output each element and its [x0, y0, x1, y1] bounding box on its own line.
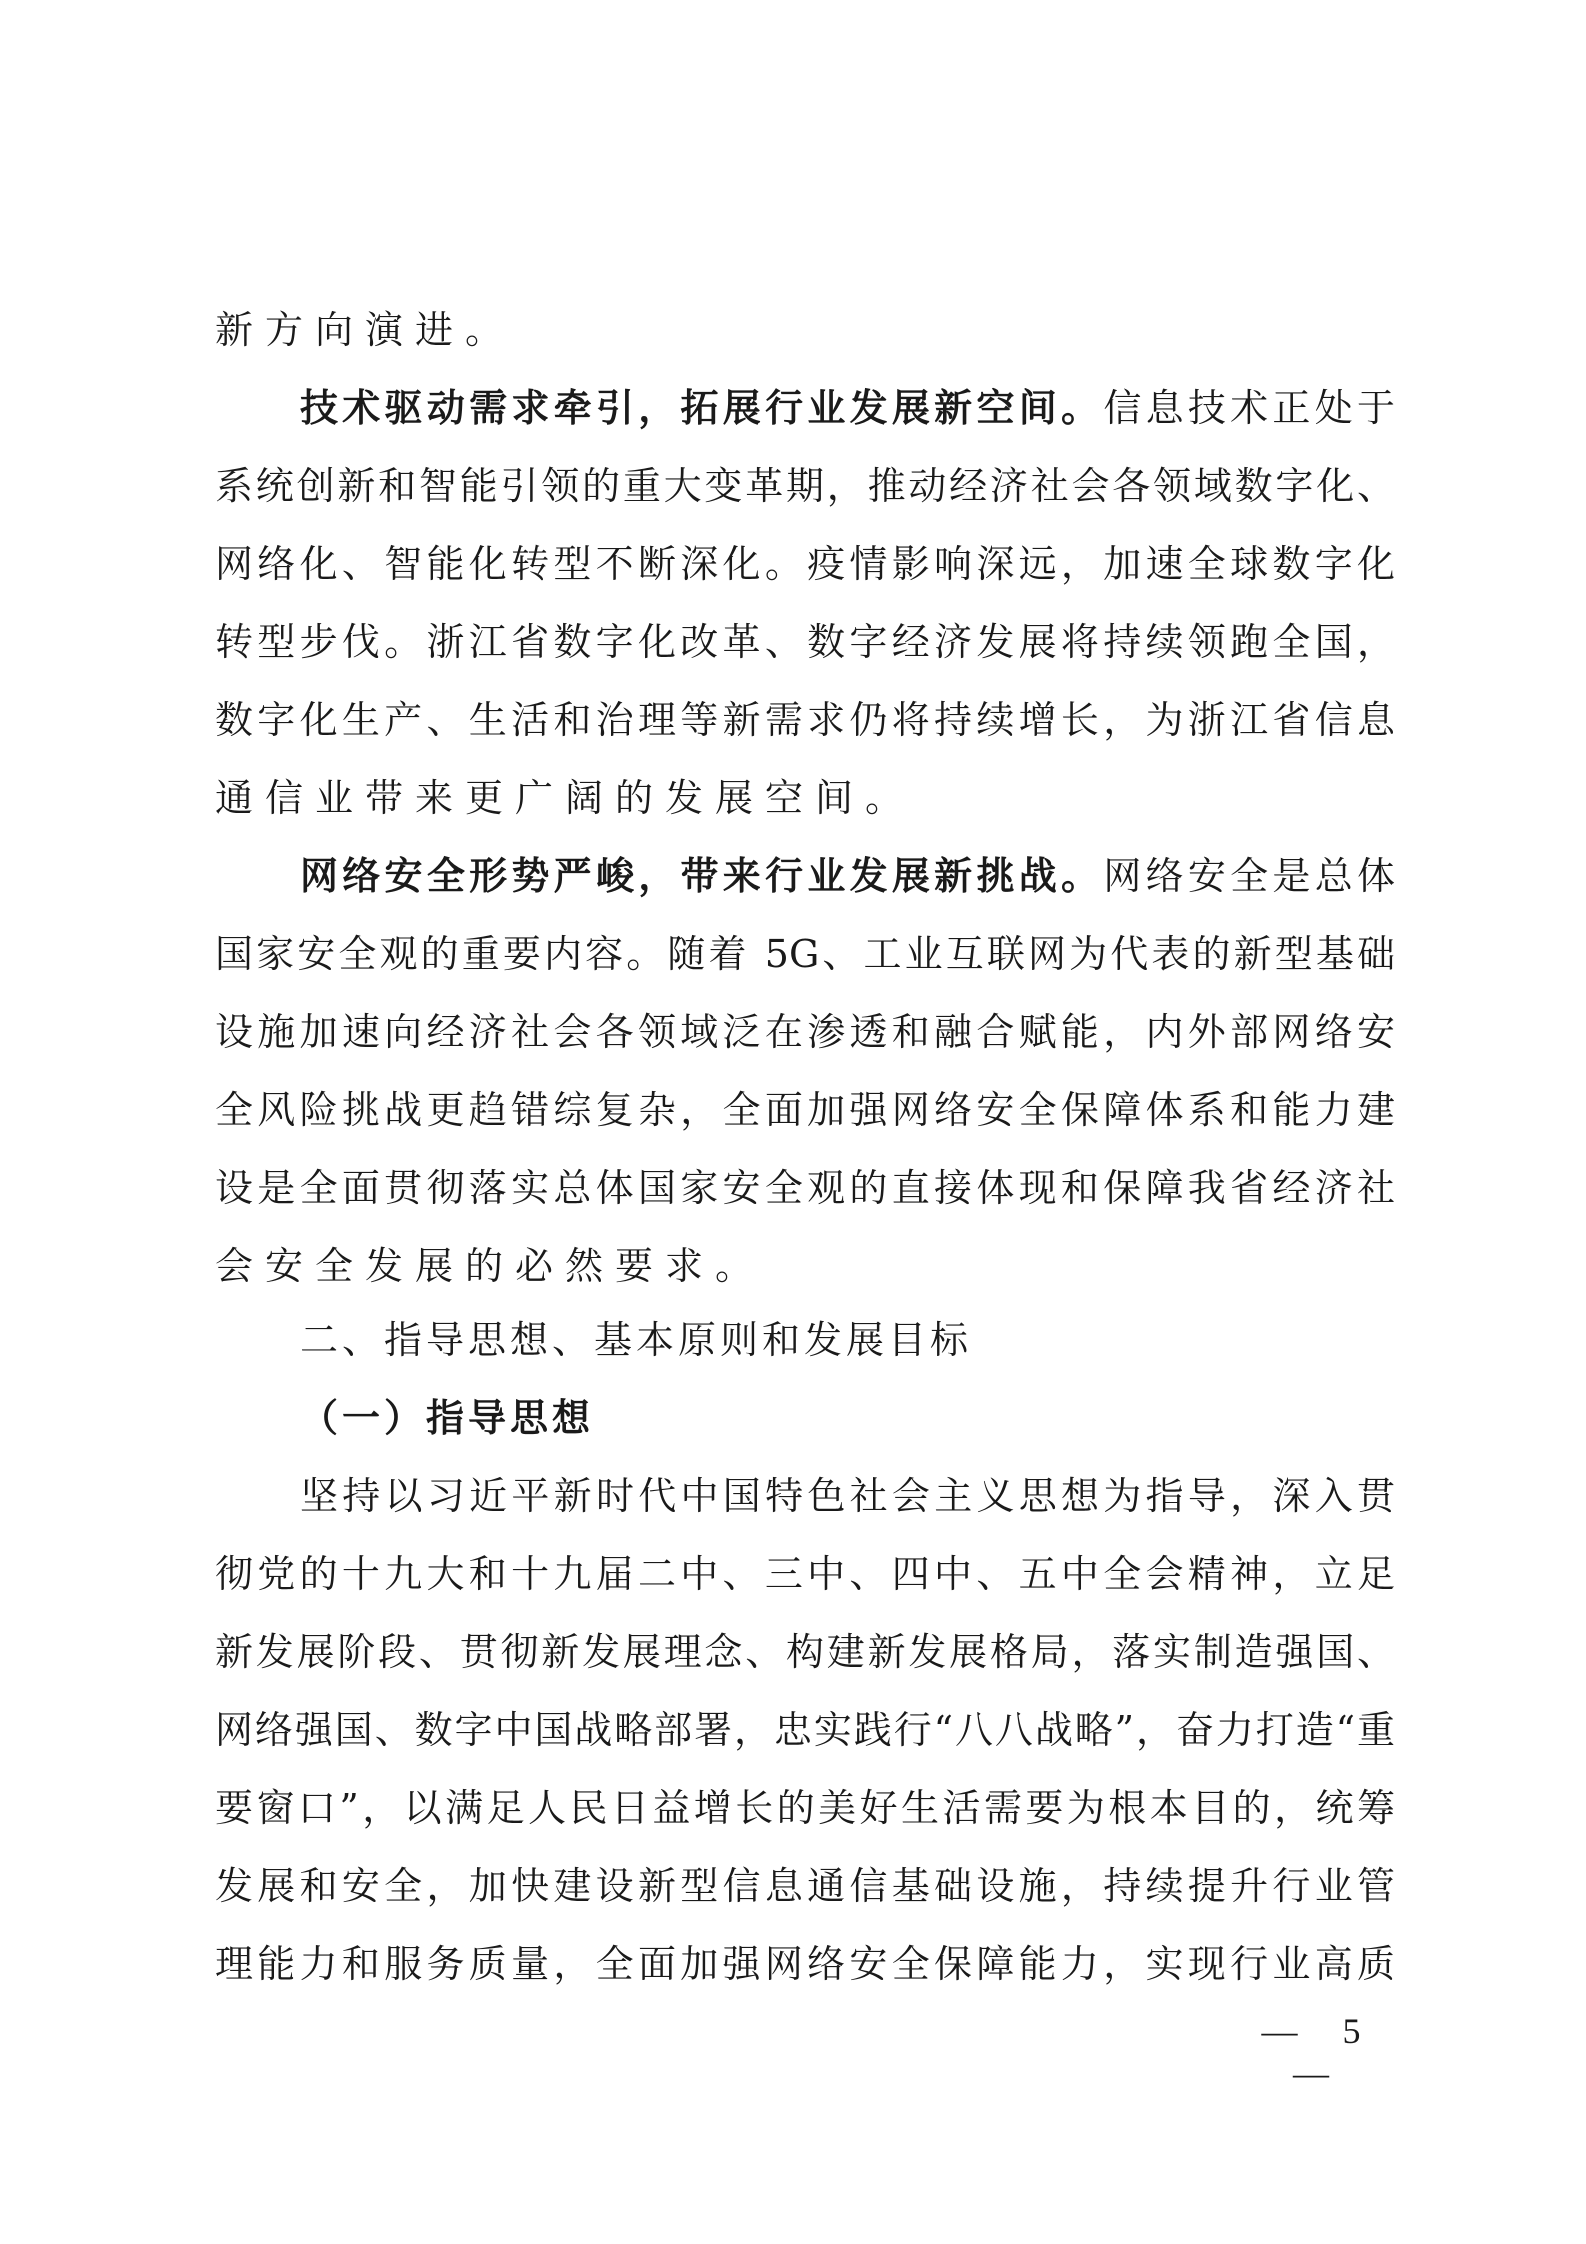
paragraph-line: 网络强国、数字中国战略部署，忠实践行“八八战略”，奋力打造“重: [215, 1708, 1395, 1752]
paragraph-line: 要窗口”，以满足人民日益增长的美好生活需要为根本目的，统筹: [215, 1786, 1395, 1830]
paragraph-line: 系统创新和智能引领的重大变革期，推动经济社会各领域数字化、: [215, 464, 1395, 508]
paragraph-line: 技术驱动需求牵引，拓展行业发展新空间。信息技术正处于: [300, 386, 1395, 430]
paragraph-line: 网络安全形势严峻，带来行业发展新挑战。网络安全是总体: [300, 854, 1395, 898]
paragraph-line: 转型步伐。浙江省数字化改革、数字经济发展将持续领跑全国，: [215, 620, 1395, 664]
paragraph-line: 坚持以习近平新时代中国特色社会主义思想为指导，深入贯: [300, 1474, 1395, 1518]
paragraph-line: 设是全面贯彻落实总体国家安全观的直接体现和保障我省经济社: [215, 1166, 1395, 1210]
bold-lead: 技术驱动需求牵引，拓展行业发展新空间。: [300, 386, 1104, 430]
bold-lead: 网络安全形势严峻，带来行业发展新挑战。: [300, 854, 1104, 898]
paragraph-line: 发展和安全，加快建设新型信息通信基础设施，持续提升行业管: [215, 1864, 1395, 1908]
subsection-heading: （一）指导思想: [300, 1396, 595, 1440]
paragraph-line: 通信业带来更广阔的发展空间。: [215, 776, 916, 820]
paragraph-line: 新发展阶段、贯彻新发展理念、构建新发展格局，落实制造强国、: [215, 1630, 1395, 1674]
paragraph-line: 会安全发展的必然要求。: [215, 1244, 766, 1288]
paragraph-line: 设施加速向经济社会各领域泛在渗透和融合赋能，内外部网络安: [215, 1010, 1395, 1054]
paragraph-line: 网络化、智能化转型不断深化。疫情影响深远，加速全球数字化: [215, 542, 1395, 586]
paragraph-line: 彻党的十九大和十九届二中、三中、四中、五中全会精神，立足: [215, 1552, 1395, 1596]
paragraph-line: 数字化生产、生活和治理等新需求仍将持续增长，为浙江省信息: [215, 698, 1395, 742]
page-number: — 5 —: [1261, 2011, 1379, 2093]
paragraph-line: 理能力和服务质量，全面加强网络安全保障能力，实现行业高质: [215, 1942, 1395, 1986]
paragraph-line: 国家安全观的重要内容。随着 5G、工业互联网为代表的新型基础: [215, 932, 1395, 976]
paragraph-line: 新方向演进。: [215, 308, 516, 352]
paragraph-line: 全风险挑战更趋错综复杂，全面加强网络安全保障体系和能力建: [215, 1088, 1395, 1132]
section-heading: 二、指导思想、基本原则和发展目标: [300, 1318, 973, 1362]
